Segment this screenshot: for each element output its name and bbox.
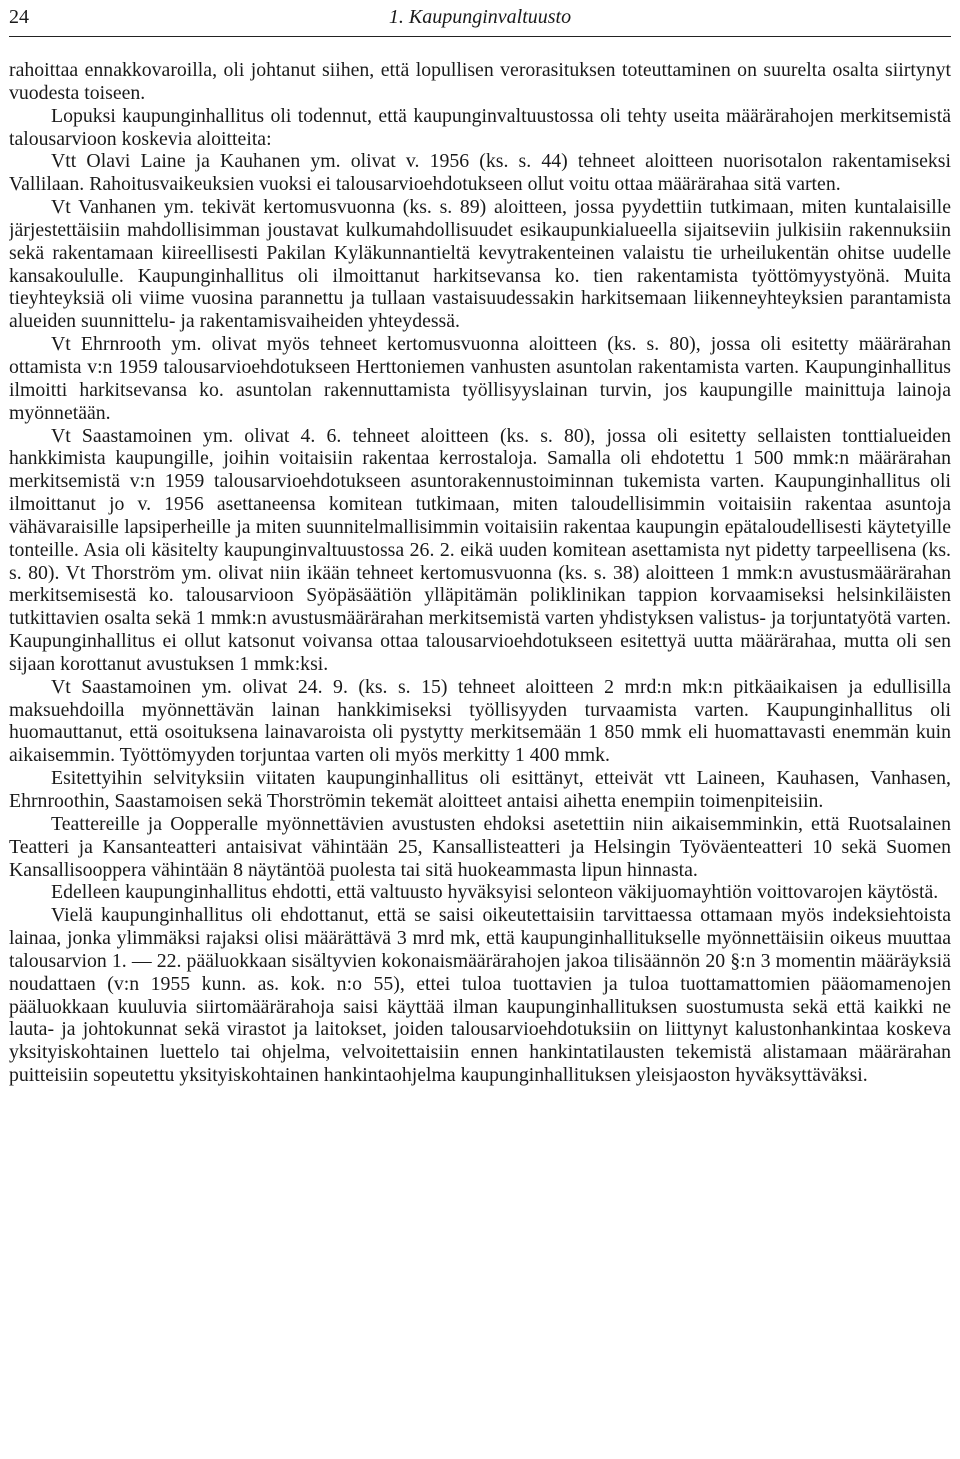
body-text (9, 59, 951, 1087)
paragraph: rahoittaa ennakkovaroilla, oli johtanut siihen, että lopullisen verorasituksen toteuttaminen on suurelta osalta siirtynyt vuodesta toiseen. (9, 59, 951, 104)
paragraph: Vt Saastamoinen ym. olivat 24. 9. (ks. s. 15) tehneet aloitteen 2 mrd:n mk:n pitkäaikaisen ja edullisilla maksuehdoilla myönnettävän lainan hankkimiseksi työllisyyden turvaamista varten. Kaupunginhallitus oli huomauttanut, että osoituksena lainavaroista oli pystytty merkitsemään 1 850 mmk eli huomattavasti enemmän kuin aikaisemmin. Työttömyyden torjuntaa varten oli myös merkitty 1 400 mmk. (9, 675, 951, 767)
paragraph: Vt Saastamoinen ym. olivat 4. 6. tehneet aloitteen (ks. s. 80), jossa oli esitetty sellaisten tonttialueiden hankkimista kaupungille, joihin voitaisiin rakentaa kerrostaloja. Samalla oli ehdotettu 1 500 mmk:n määrärahan merkitsemistä v:n 1959 talousarvioehdotukseen asuntorakennustoiminnan tukemista varten. Kaupunginhallitus oli ilmoittanut jo v. 1956 asettaneensa komitean tutkimaan, miten taloudellisimmin voitaisiin rakentaa asuntoja vähävaraisille lapsiperheille ja miten suunnitelmallisimmin voitaisiin rakentaa kaupungin epätaloudellisesti käytetyille tonteille. Asia oli käsitelty kaupunginvaltuustossa 26. 2. eikä uuden komitean asettamista nyt pidetty tarpeellisena (ks. s. 80). Vt Thorström ym. olivat niin ikään tehneet kertomusvuonna (ks. s. 38) aloitteen 1 mmk:n avustusmäärärahan merkitsemisestä ko. talousarvioon Syöpäsäätiön ylläpitämän poliklinikan tappion korvaamiseksi helsinkiläisten tutkittavien osalta sekä 1 mmk:n avustusmäärärahan merkitsemistä varten yhdistyksen valistus- ja torjuntatyötä varten. Kaupunginhallitus ei ollut katsonut voivansa ottaa talousarvioehdotukseen esitettyä uutta määrärahaa, mutta oli sen sijaan korottanut avustuksen 1 mmk:ksi. (9, 424, 951, 675)
paragraph: Edelleen kaupunginhallitus ehdotti, että valtuusto hyväksyisi selonteon väkijuomayhtiön voittovarojen käytöstä. (51, 881, 939, 904)
paragraph: Vt Ehrnrooth ym. olivat myös tehneet kertomusvuonna aloitteen (ks. s. 80), jossa oli esitetty määrärahan ottamista v:n 1959 talousarvioehdotukseen Herttoniemen vanhusten asuntolan rakentamista varten. Kaupunginhallitus ilmoitti harkitsevansa ko. asuntolan rakennuttamista työllisyyslainan turvin, jos kaupungille mainittuja lainoja myönnetään. (9, 333, 951, 424)
paragraph: Vielä kaupunginhallitus oli ehdottanut, että se saisi oikeutettaisiin tarvittaessa ottamaan myös indeksiehtoista lainaa, jonka ylimmäksi rajaksi olisi määrättävä 3 mrd mk, että kaupunginhallitukselle myönnettäisiin oikeus muuttaa talousarvion 1. — 22. pääluokkaan sisältyvien kokonaismäärärahojen jakoa tilisäännön 20 §:n 3 momentin määräyksiä noudattaen (v:n 1955 kunn. as. kok. n:o 55), ettei tuloa tuottavien ja tuloa tuottamattomien pääomamenojen pääluokkaan kuuluvia siirtomäärärahoja saisi käyttää ilman kaupunginhallituksen suostumusta sekä että kaikki ne lauta- ja johtokunnat sekä virastot ja laitokset, joiden talousarvioehdotuksiin on liittynyt kalustonhankintaa koskeva yksityiskohtainen luettelo tai ohjelma, velvoitettaisiin ennen hankintatilausten tekemistä alistamaan määrärahan puitteisiin sopeutettu yksityiskohtainen hankintaohjelma kaupunginhallituksen yleisjaoston hyväksyttäväksi. (9, 904, 951, 1087)
paragraph: Lopuksi kaupunginhallitus oli todennut, että kaupunginvaltuustossa oli tehty useita määrärahojen merkitsemistä talousarvioon koskevia aloitteita: (9, 104, 951, 150)
page-number: 24 (9, 6, 29, 28)
paragraph: Esitettyihin selvityksiin viitaten kaupunginhallitus oli esittänyt, etteivät vtt Laineen, Kauhasen, Vanhasen, Ehrnroothin, Saastamoisen sekä Thorströmin tekemät aloitteet antaisi aihetta enempiin toimenpiteisiin. (9, 767, 951, 812)
page-header (9, 6, 951, 37)
running-head: 1. Kaupunginvaltuusto (388, 6, 572, 28)
document-page (9, 0, 951, 1459)
paragraph: Vtt Olavi Laine ja Kauhanen ym. olivat v. 1956 (ks. s. 44) tehneet aloitteen nuorisotalon rakentamiseksi Vallilaan. Rahoitusvaikeuksien vuoksi ei talousarvioehdotukseen ollut voitu ottaa määrärahaa sitä varten. (9, 150, 951, 196)
paragraph: Teattereille ja Oopperalle myönnettävien avustusten ehdoksi asetettiin niin aikaisemminkin, että Ruotsalainen Teatteri ja Kansanteatteri antaisivat vähintään 25, Kansallisteatteri ja Helsingin Työväenteatteri 10 sekä Suomen Kansallisooppera vähintään 8 näytäntöä puolesta tai sitä huokeammasta lipun hinnasta. (9, 812, 951, 881)
paragraph: Vt Vanhanen ym. tekivät kertomusvuonna (ks. s. 89) aloitteen, jossa pyydettiin tutkimaan, miten kuntalaisille järjestettäisiin mahdollisimman joustavat kulkumahdollisuudet esikaupunkialueella sijaitseviin julkisiin rakennuksiin sekä rakentamaan kiireellisesti Pakilan Kyläkunnantieltä kevytrakenteinen valaistu tie urheilukentän ohitse uudelle kansakoululle. Kaupunginhallitus oli ilmoittanut harkitsevansa ko. tien rakentamista työttömyystyönä. Muita tieyhteyksiä oli viime vuosina parannettu ja tullaan vastaisuudessakin harkitsemaan liikenneyhteyksien parantamista alueiden suunnittelu- ja rakentamisvaiheiden yhteydessä. (9, 196, 951, 333)
